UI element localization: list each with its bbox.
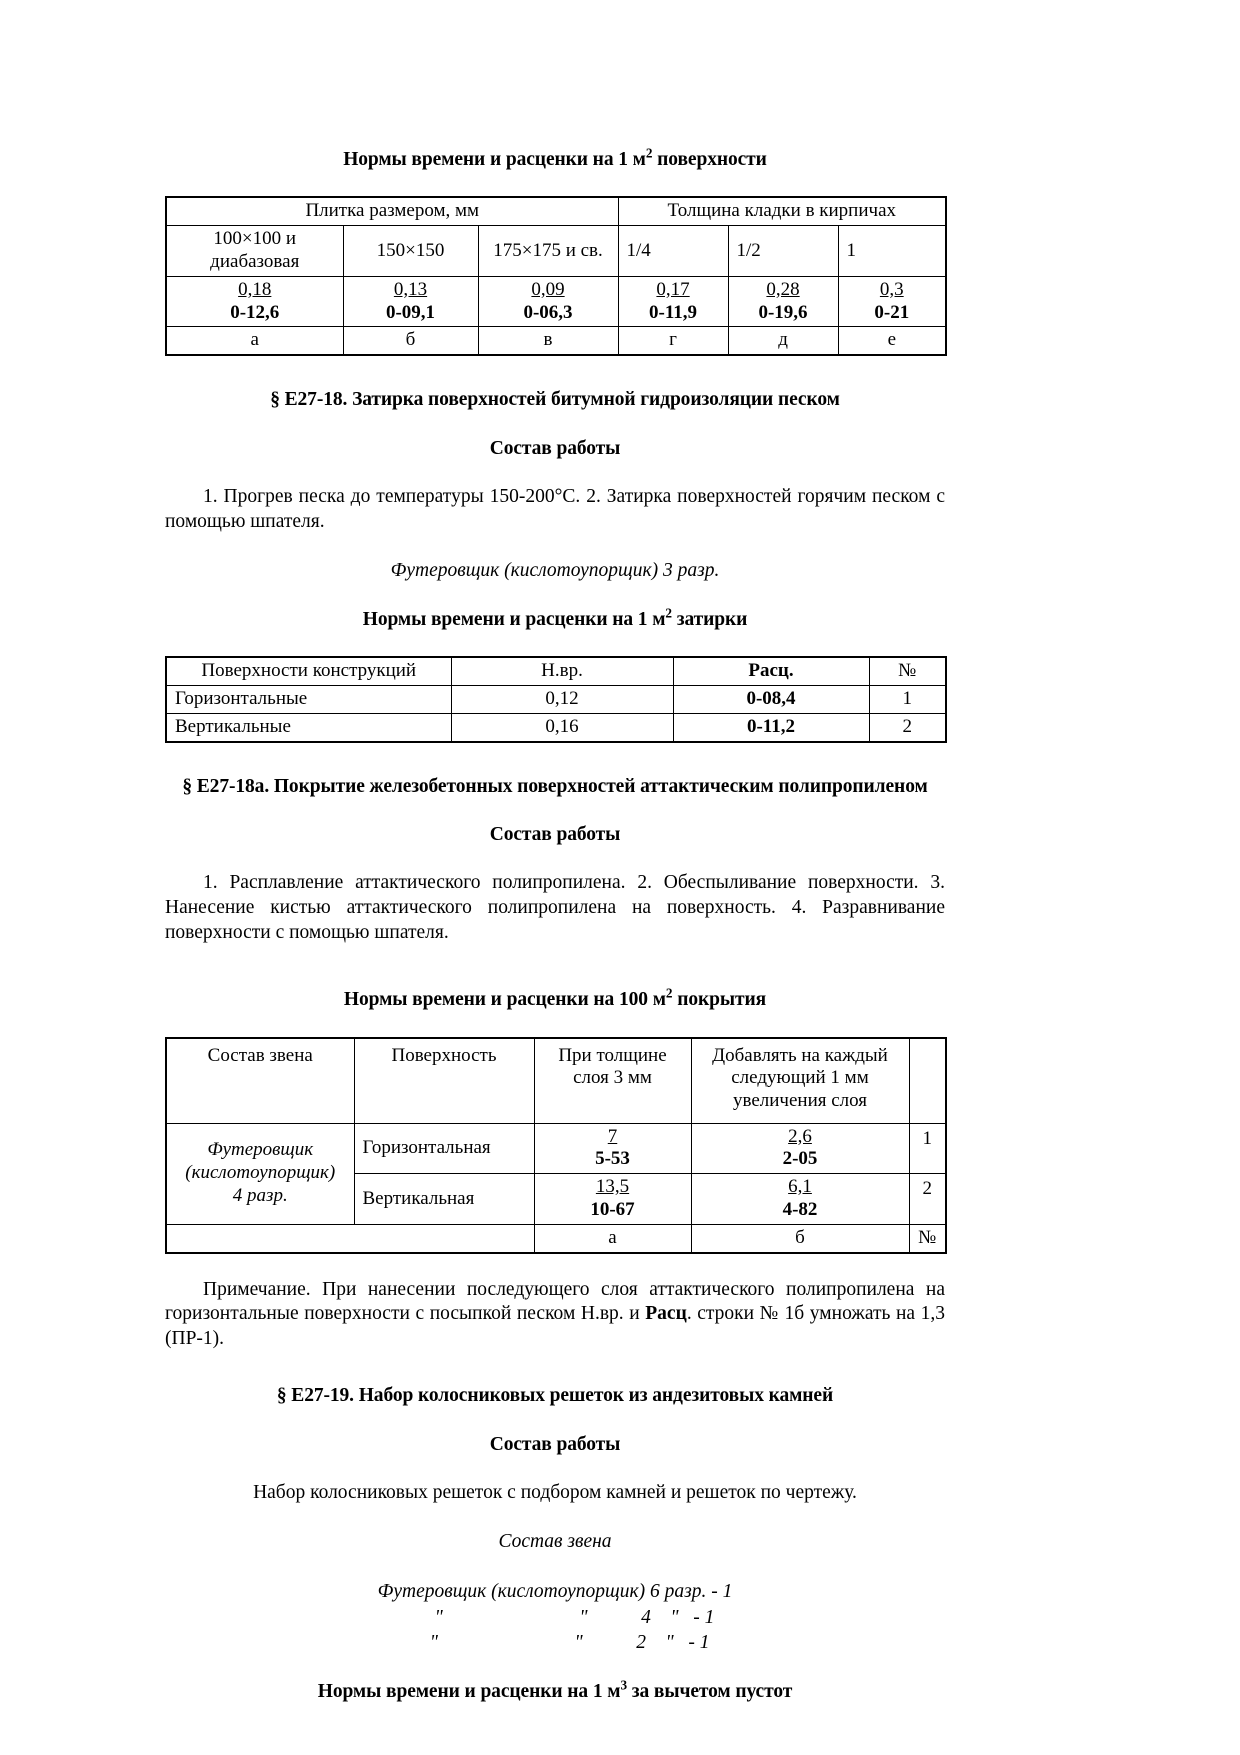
col-header-2: 175×175 и св. [478, 226, 618, 277]
crew-line-1: Футеровщик [207, 1139, 314, 1161]
index-cell-a: а [166, 327, 343, 355]
norm-value: 0,13 [393, 278, 428, 300]
rate-value: 10-67 [590, 1198, 635, 1220]
col-header-5: 1 [838, 226, 946, 277]
norm-value: 0,28 [766, 278, 800, 300]
section3-work-text: 1. Расплавление аттактического полипропилена. 2. Обеспыливание поверхности. 3. Нанесение кистью аттактического полипропилена на поверхность. 4. Разравнивание поверхности с помощью шпателя. [165, 872, 945, 944]
table-polypropylene-coating [165, 1037, 947, 1254]
section3-heading-sup: 2 [665, 985, 673, 1001]
section1-table-heading [165, 145, 945, 172]
section2-heading-sup: 2 [665, 605, 672, 621]
table-row-group-headers [166, 197, 946, 225]
index-cell-g: г [618, 327, 728, 355]
table-row [166, 713, 946, 741]
table-row-index [166, 1224, 946, 1252]
rate-value: 0-09,1 [385, 301, 436, 323]
col-header-no: № [869, 657, 946, 685]
section2-heading-prefix: Нормы времени и расценки на 1 м [362, 608, 666, 630]
col-header-surface: Поверхности конструкций [166, 657, 451, 685]
cell-crew [166, 1123, 354, 1224]
section2-work-text: 1. Прогрев песка до температуры 150-200°С. 2. Затирка поверхностей горячим песком с помощью шпателя. [165, 485, 945, 532]
rate-value: 0-12,6 [230, 301, 280, 323]
cell-surface: Горизонтальные [166, 685, 451, 713]
norm-value: 13,5 [595, 1176, 630, 1198]
norm-value: 0,18 [238, 278, 272, 300]
rate-value: 0-21 [874, 301, 910, 323]
table-row-column-headers [166, 1038, 946, 1124]
section3-heading-prefix: Нормы времени и расценки на 100 м [343, 989, 666, 1011]
section4-work-text: Набор колосниковых решеток с подбором камней и решеток по чертежу. [253, 1482, 857, 1504]
cell-no: 1 [869, 685, 946, 713]
index-cell-no: № [909, 1224, 946, 1252]
cell-surface: Вертикальные [166, 713, 451, 741]
section4-title: § Е27-19. Набор колосниковых решеток из андезитовых камней [276, 1385, 834, 1407]
section4-crew-label: Состав звена [498, 1531, 612, 1553]
section2-title: § Е27-18. Затирка поверхностей битумной гидроизоляции песком [270, 389, 840, 411]
norm-value: 0,09 [531, 278, 565, 300]
cell-rate: 0-08,4 [673, 685, 869, 713]
cell-col-a [534, 1123, 691, 1174]
col-header-crew: Состав звена [166, 1038, 354, 1124]
section3-work-composition-label: Состав работы [489, 823, 621, 845]
norm-value: 0,17 [656, 278, 690, 300]
col-header-3: 1/4 [618, 226, 728, 277]
section3-note [165, 1278, 945, 1353]
cell-surface: Горизонтальная [354, 1123, 534, 1174]
table-row-column-headers [166, 657, 946, 685]
section4-final-heading [165, 1677, 945, 1704]
cell-no: 1 [909, 1123, 946, 1174]
cell-no: 2 [909, 1174, 946, 1225]
col-header-addition: Добавлять на каждый следующий 1 мм увеличения слоя [691, 1038, 909, 1124]
cell-col-b [691, 1123, 909, 1174]
col-header-0: 100×100 и диабазовая [166, 226, 343, 277]
index-cell-d: д [728, 327, 838, 355]
col-header-surface: Поверхность [354, 1038, 534, 1124]
cell-norm: 0,12 [451, 685, 673, 713]
cell-norm: 0,16 [451, 713, 673, 741]
crew-line-3: 4 разр. [232, 1185, 288, 1206]
col-header-norm: Н.вр. [451, 657, 673, 685]
section3-table-heading [165, 985, 945, 1012]
value-cell-5 [838, 276, 946, 327]
section1-heading-sup: 2 [645, 145, 653, 161]
norm-value: 6,1 [788, 1176, 812, 1198]
col-header-blank [909, 1038, 946, 1124]
value-cell-0 [166, 276, 343, 327]
rate-value: 5-53 [595, 1148, 630, 1170]
crew-list-item: Футеровщик (кислотоупорщик) 6 разр. - 1 [377, 1581, 733, 1603]
final-heading-suffix: за вычетом пустот [626, 1681, 793, 1703]
note-bold: Расц [645, 1303, 687, 1325]
value-cell-2 [478, 276, 618, 327]
table-tile-thickness [165, 196, 947, 356]
rate-value: 0-11,9 [649, 301, 698, 323]
table-grout-norms [165, 656, 947, 742]
col-header-thickness: При толщине слоя 3 мм [534, 1038, 691, 1124]
cell-col-b [691, 1174, 909, 1225]
crew-list-item: " " 4 " - 1 [395, 1606, 715, 1628]
section1-heading-prefix: Нормы времени и расценки на 1 м [343, 149, 646, 170]
norm-value: 0,3 [879, 278, 904, 300]
rate-value: 0-06,3 [523, 301, 573, 323]
index-cell-b: б [343, 327, 478, 355]
final-heading-sup: 3 [620, 1677, 627, 1693]
table-row-column-headers [166, 226, 946, 277]
value-cell-4 [728, 276, 838, 327]
section2-crew: Футеровщик (кислотоупорщик) 3 разр. [390, 559, 720, 581]
table-row-index [166, 327, 946, 355]
index-cell-blank [166, 1224, 534, 1252]
index-cell-a: а [534, 1224, 691, 1252]
crew-list-item: " " 2 " - 1 [400, 1632, 710, 1654]
col-header-rate: Расц. [673, 657, 869, 685]
section4-crew-list [165, 1579, 945, 1656]
table-row [166, 1123, 946, 1174]
page-content [165, 145, 946, 1705]
col-header-4: 1/2 [728, 226, 838, 277]
rate-value: 2-05 [782, 1148, 818, 1170]
value-cell-1 [343, 276, 478, 327]
section1-heading-suffix: поверхности [652, 149, 767, 170]
col-header-1: 150×150 [343, 226, 478, 277]
cell-rate: 0-11,2 [673, 713, 869, 741]
table-row [166, 276, 946, 327]
index-cell-b: б [691, 1224, 909, 1252]
section2-heading-suffix: затирки [671, 608, 748, 630]
norm-value: 2,6 [788, 1125, 812, 1147]
group-header-thickness: Толщина кладки в кирпичах [618, 197, 946, 225]
section2-table-heading [165, 605, 945, 632]
note-part-2: . строки № 1б умножать на 1,3 (ПР-1). [165, 1303, 946, 1350]
section3-title: § Е27-18а. Покрытие железобетонных поверхностей аттактическим полипропиленом [182, 775, 928, 797]
rate-value: 4-82 [782, 1198, 818, 1220]
crew-line-2: (кислотоупорщик) [185, 1162, 336, 1184]
value-cell-3 [618, 276, 728, 327]
section3-heading-suffix: покрытия [672, 989, 767, 1011]
cell-surface: Вертикальная [354, 1174, 534, 1225]
index-cell-v: в [478, 327, 618, 355]
note-part-1: Примечание. При нанесении последующего слоя аттактического полипропилена на горизонтальные поверхности с посыпкой песком Н.вр. и [165, 1278, 945, 1325]
section4-work-composition-label: Состав работы [489, 1433, 621, 1455]
cell-no: 2 [869, 713, 946, 741]
rate-value: 0-19,6 [758, 301, 808, 323]
index-cell-e: е [838, 327, 946, 355]
cell-col-a [534, 1174, 691, 1225]
section2-work-composition-label: Состав работы [489, 437, 621, 459]
final-heading-prefix: Нормы времени и расценки на 1 м [317, 1681, 621, 1703]
group-header-tile: Плитка размером, мм [166, 197, 618, 225]
table-row [166, 685, 946, 713]
norm-value: 7 [607, 1125, 618, 1147]
